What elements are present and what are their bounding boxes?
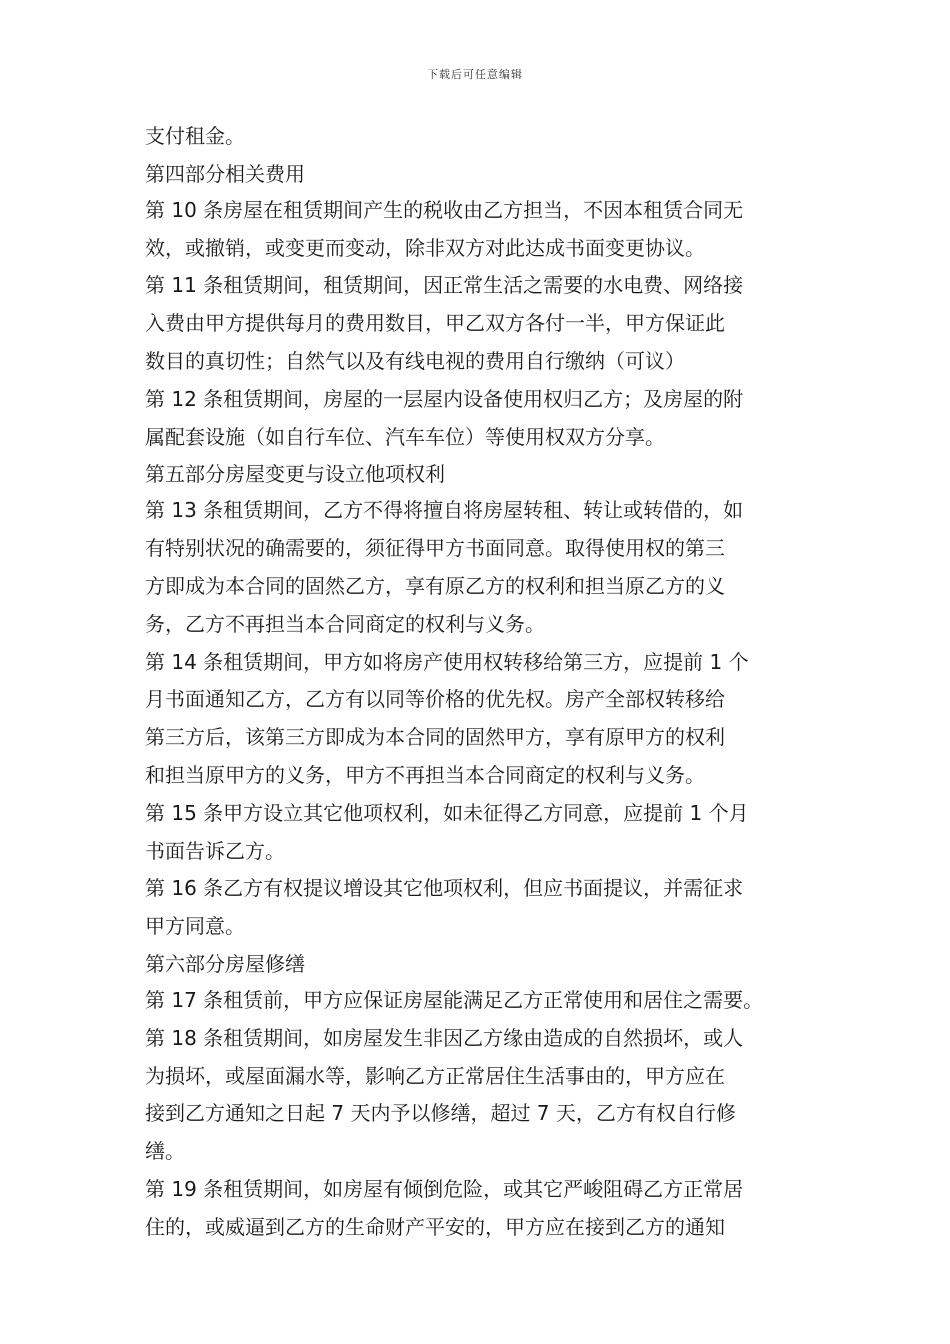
text-line: 第 13 条租赁期间，乙方不得将擅自将房屋转租、转让或转借的，如 — [145, 498, 744, 523]
text-line: 第 17 条租赁前，甲方应保证房屋能满足乙方正常使用和居住之需要。 — [145, 987, 764, 1012]
text-line: 第 18 条租赁期间，如房屋发生非因乙方缘由造成的自然损坏，或人 — [145, 1025, 744, 1050]
text-line: 属配套设施（如自行车位、汽车车位）等使用权双方分享。 — [145, 424, 665, 449]
text-line: 支付租金。 — [145, 124, 245, 148]
text-line: 数目的真切性；自然气以及有线电视的费用自行缴纳（可议） — [145, 348, 685, 373]
text-line: 第 15 条甲方设立其它他项权利，如未征得乙方同意，应提前 1 个月 — [145, 800, 749, 825]
text-line: 方即成为本合同的固然乙方，享有原乙方的权利和担当原乙方的义 — [145, 573, 725, 598]
text-line: 第 11 条租赁期间，租赁期间，因正常生活之需要的水电费、网络接 — [145, 273, 744, 298]
text-line: 住的，或威逼到乙方的生命财产平安的，甲方应在接到乙方的通知 — [145, 1214, 725, 1239]
text-line: 第 19 条租赁期间，如房屋有倾倒危险，或其它严峻阻碍乙方正常居 — [145, 1176, 744, 1201]
text-line: 有特别状况的确需要的，须征得甲方书面同意。取得使用权的第三 — [145, 536, 725, 561]
section-heading: 第五部分房屋变更与设立他项权利 — [145, 462, 445, 487]
text-line: 为损坏，或屋面漏水等，影响乙方正常居住生活事由的，甲方应在 — [145, 1063, 725, 1088]
text-line: 甲方同意。 — [145, 914, 245, 939]
section-heading: 第六部分房屋修缮 — [145, 951, 305, 976]
text-line: 效，或撤销，或变更而变动，除非双方对此达成书面变更协议。 — [145, 235, 705, 260]
text-line: 缮。 — [145, 1139, 185, 1164]
section-heading: 第四部分相关费用 — [145, 161, 305, 186]
page-header: 下载后可任意编辑 — [427, 68, 523, 81]
text-line: 和担当原甲方的义务，甲方不再担当本合同商定的权利与义务。 — [145, 762, 705, 787]
text-line: 接到乙方通知之日起 7 天内予以修缮，超过 7 天，乙方有权自行修 — [145, 1101, 736, 1126]
text-line: 第 16 条乙方有权提议增设其它他项权利，但应书面提议，并需征求 — [145, 876, 744, 901]
text-line: 第三方后，该第三方即成为本合同的固然甲方，享有原甲方的权利 — [145, 725, 725, 750]
text-line: 第 12 条租赁期间，房屋的一层屋内设备使用权归乙方；及房屋的附 — [145, 386, 744, 411]
text-line: 入费由甲方提供每月的费用数目，甲乙双方各付一半，甲方保证此 — [145, 311, 725, 336]
document-body — [145, 118, 825, 1247]
text-line: 务，乙方不再担当本合同商定的权利与义务。 — [145, 611, 545, 636]
text-line: 第 10 条房屋在租赁期间产生的税收由乙方担当，不因本租赁合同无 — [145, 197, 744, 222]
text-line: 第 14 条租赁期间，甲方如将房产使用权转移给第三方，应提前 1 个 — [145, 649, 749, 674]
text-line: 月书面通知乙方，乙方有以同等价格的优先权。房产全部权转移给 — [145, 687, 725, 712]
text-line: 书面告诉乙方。 — [145, 838, 285, 863]
